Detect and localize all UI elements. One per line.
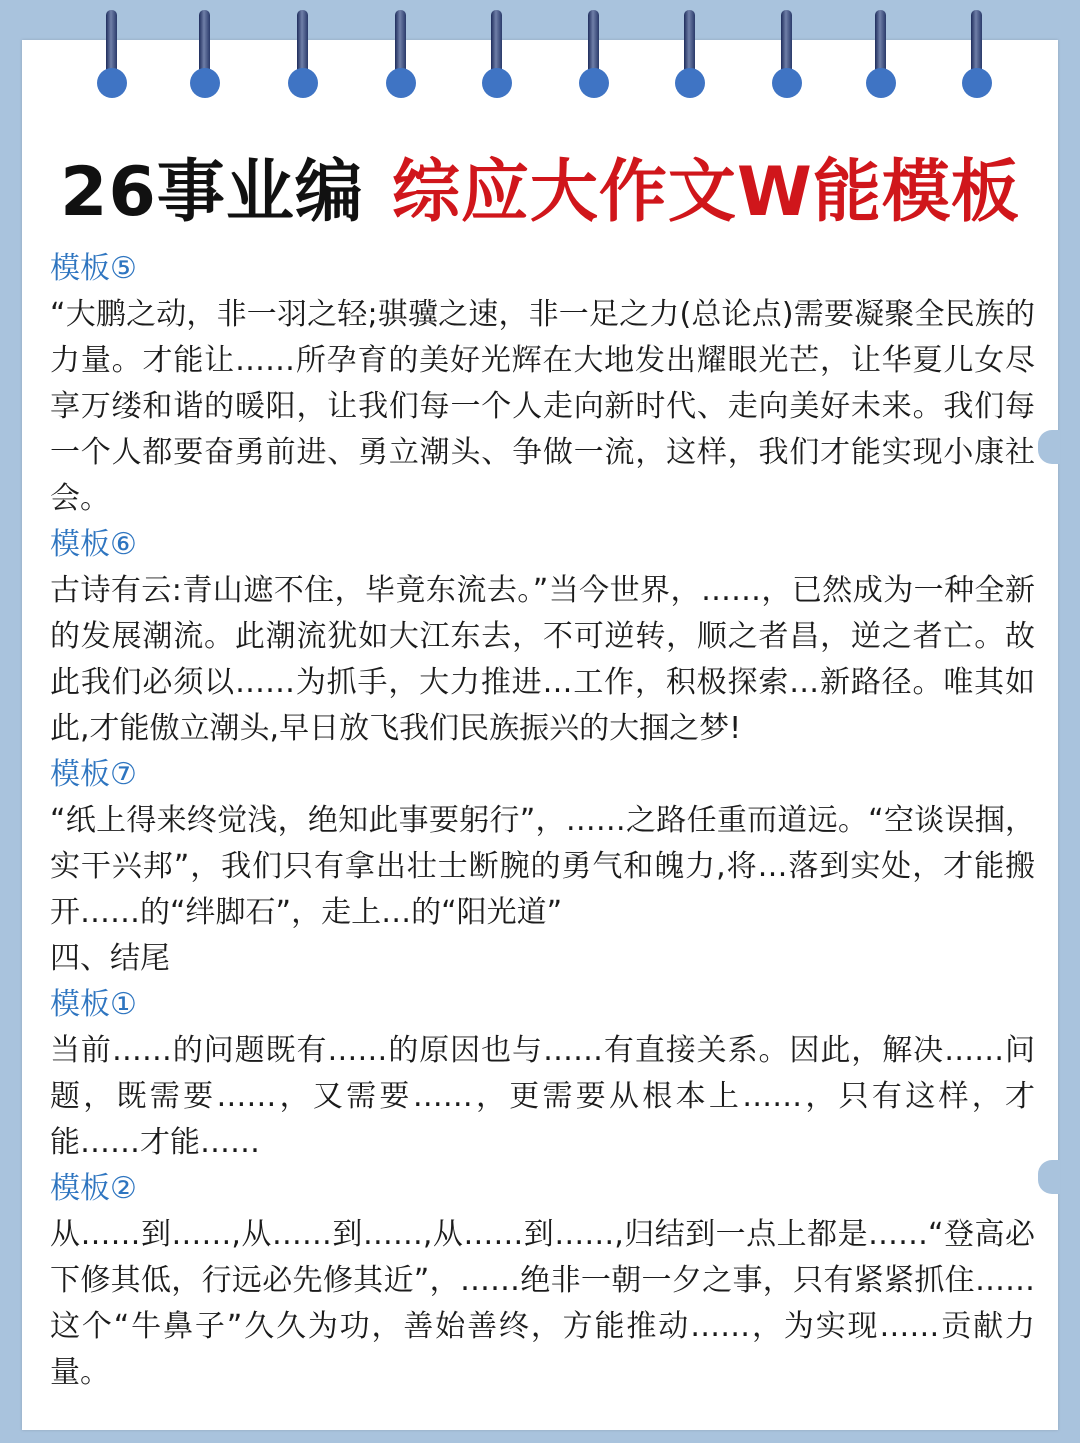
template-heading: 模板⑤ [50, 251, 137, 286]
binding-ring-icon [288, 0, 318, 110]
template-text: 古诗有云:青山遮不住，毕竟东流去。”当今世界，……，已然成为一种全新的发展潮流。此潮流犹如大江东去，不可逆转，顺之者昌，逆之者亡。故此我们必须以……为抓手，大力推进…工作，积极探索…新路径。唯其如此,才能傲立潮头,早日放飞我们民族振兴的大掴之梦! [50, 573, 1035, 746]
binding-ring-icon [482, 0, 512, 110]
template-heading: 模板⑥ [50, 527, 137, 562]
template-content [50, 246, 1035, 1396]
template-text: 从……到……,从……到……,从……到……,归结到一点上都是……“登高必下修其低，行远必先修其近”，……绝非一朝一夕之事，只有紧紧抓住……这个“牛鼻子”久久为功，善始善终，方能推动……，为实现……贡献力量。 [50, 1217, 1035, 1390]
section-heading: 四、结尾 [50, 941, 170, 976]
page-title [0, 138, 1080, 235]
title-prefix: 26事业编 [60, 153, 364, 232]
template-heading: 模板① [50, 987, 137, 1022]
binding-ring-icon [190, 0, 220, 110]
template-heading: 模板⑦ [50, 757, 137, 792]
binding-ring-icon [97, 0, 127, 110]
template-text: “纸上得来终觉浅，绝知此事要躬行”，……之路任重而道远。“空谈误掴，实干兴邦”，我们只有拿出壮士断腕的勇气和魄力,将…落到实处，才能搬开……的“绊脚石”，走上…的“阳光道” [50, 803, 1035, 930]
page-edge-notch [1038, 430, 1060, 464]
binding-ring-icon [675, 0, 705, 110]
template-heading: 模板② [50, 1171, 137, 1206]
binding-ring-icon [386, 0, 416, 110]
page-edge-notch [1038, 1160, 1060, 1194]
binding-ring-icon [866, 0, 896, 110]
template-text: 当前……的问题既有……的原因也与……有直接关系。因此，解决……问题，既需要……，又需要……，更需要从根本上……，只有这样，才能……才能…… [50, 1033, 1035, 1160]
binding-ring-icon [579, 0, 609, 110]
binding-ring-icon [962, 0, 992, 110]
spiral-binding [0, 0, 1080, 110]
binding-ring-icon [772, 0, 802, 110]
template-text: “大鹏之动，非一羽之轻;骐骥之速，非一足之力(总论点)需要凝聚全民族的力量。才能让……所孕育的美好光辉在大地发出耀眼光芒，让华夏儿女尽享万缕和谐的暖阳，让我们每一个人走向新时代、走向美好未来。我们每一个人都要奋勇前进、勇立潮头、争做一流，这样，我们才能实现小康社会。 [50, 297, 1035, 516]
title-highlight: 综应大作文W能模板 [391, 153, 1020, 232]
